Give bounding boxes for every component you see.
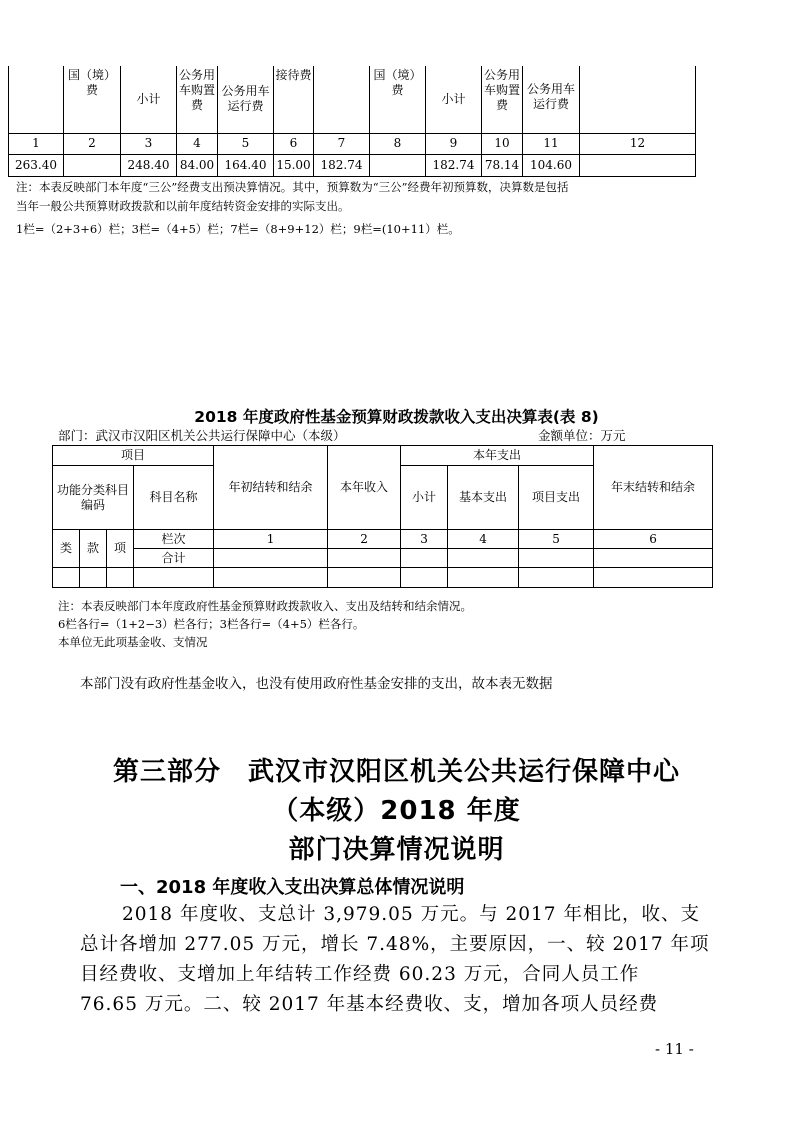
value-cell	[370, 154, 426, 176]
table-index-row	[9, 133, 696, 154]
table-row	[53, 568, 713, 588]
table-header-row	[9, 66, 696, 133]
value-cell: 263.40	[9, 154, 64, 176]
value-cell	[580, 154, 696, 176]
index-cell: 7	[314, 133, 370, 154]
header-income: 本年收入	[328, 446, 401, 530]
header-basic-expense: 基本支出	[448, 466, 519, 530]
row-label-total: 合计	[134, 549, 214, 568]
header-subtotal: 小计	[401, 466, 448, 530]
table2-title: 2018 年度政府性基金预算财政拨款收入支出决算表(表 8)	[194, 408, 599, 426]
paragraph-line: 76.65 万元。二、较 2017 年基本经费收、支，增加各项人员经费	[80, 994, 659, 1015]
table2-note: 注：本表反映部门本年度政府性基金预算财政拨款收入、支出及结转和结余情况。	[58, 599, 472, 613]
header-project: 项目	[53, 446, 214, 466]
header-cell	[9, 66, 64, 133]
table1-note: 注：本表反映部门本年度“三公”经费支出预决算情况。其中，预算数为“三公”经费年初预算数，决算数是包括	[16, 180, 569, 194]
header-cell: 国（境）费	[370, 66, 426, 133]
index-cell: 12	[580, 133, 696, 154]
index-cell: 11	[523, 133, 580, 154]
three-public-expense-table	[8, 66, 696, 177]
value-cell	[64, 154, 121, 176]
header-cell: 公务用车购置费	[177, 66, 218, 133]
part3-title-line1: 第三部分 武汉市汉阳区机关公共运行保障中心	[112, 757, 680, 787]
no-data-statement: 本部门没有政府性基金收入，也没有使用政府性基金安排的支出，故本表无数据	[80, 676, 553, 692]
value-cell: 104.60	[523, 154, 580, 176]
part3-title-line2: （本级）2018 年度	[272, 796, 521, 826]
value-cell: 182.74	[426, 154, 482, 176]
index-cell: 5	[218, 133, 274, 154]
row-label-lanci: 栏次	[134, 530, 214, 549]
table1-note: 当年一般公共预算财政拨款和以前年度结转资金安排的实际支出。	[16, 199, 350, 213]
index-cell: 10	[482, 133, 523, 154]
header-cell: 公务用车运行费	[218, 66, 274, 133]
header-cell: 小计	[121, 66, 177, 133]
header-cell: 小计	[426, 66, 482, 133]
column-number: 6	[594, 530, 713, 549]
header-kuan: 款	[80, 530, 107, 568]
value-cell: 78.14	[482, 154, 523, 176]
section-heading: 一、2018 年度收入支出决算总体情况说明	[120, 877, 465, 898]
table2-department: 部门：武汉市汉阳区机关公共运行保障中心（本级）	[58, 428, 346, 443]
header-cell: 国（境）费	[64, 66, 121, 133]
index-cell: 8	[370, 133, 426, 154]
table2-unit: 金额单位：万元	[538, 428, 626, 443]
part3-title-line3: 部门决算情况说明	[288, 835, 505, 865]
header-end-balance: 年末结转和结余	[594, 446, 713, 530]
table2-formula-note: 6栏各行=（1+2−3）栏各行；3栏各行=（4+5）栏各行。	[58, 617, 365, 631]
header-function-code: 功能分类科目编码	[53, 466, 134, 530]
page-number: - 11 -	[655, 1040, 694, 1058]
value-cell: 84.00	[177, 154, 218, 176]
header-expense: 本年支出	[401, 446, 594, 466]
paragraph-line: 2018 年度收、支总计 3,979.05 万元。与 2017 年相比，收、支	[122, 904, 700, 925]
paragraph-line: 总计各增加 277.05 万元，增长 7.48%，主要原因，一、较 2017 年项	[80, 934, 710, 955]
header-cell	[580, 66, 696, 133]
header-lei: 类	[53, 530, 80, 568]
table1-formula-note: 1栏=（2+3+6）栏；3栏=（4+5）栏；7栏=（8+9+12）栏；9栏=(10+11）栏。	[16, 222, 460, 236]
header-cell: 接待费	[274, 66, 314, 133]
column-number: 3	[401, 530, 448, 549]
header-project-expense: 项目支出	[519, 466, 594, 530]
index-cell: 2	[64, 133, 121, 154]
value-cell: 15.00	[274, 154, 314, 176]
value-cell: 164.40	[218, 154, 274, 176]
index-cell: 3	[121, 133, 177, 154]
header-xiang: 项	[107, 530, 134, 568]
table2-no-fund-note: 本单位无此项基金收、支情况	[58, 635, 208, 649]
column-number: 4	[448, 530, 519, 549]
government-fund-table	[52, 445, 713, 588]
index-cell: 9	[426, 133, 482, 154]
header-begin-balance: 年初结转和结余	[214, 446, 328, 530]
column-number: 5	[519, 530, 594, 549]
index-cell: 6	[274, 133, 314, 154]
header-cell	[314, 66, 370, 133]
paragraph-line: 目经费收、支增加上年结转工作经费 60.23 万元，合同人员工作	[80, 964, 640, 985]
value-cell: 182.74	[314, 154, 370, 176]
value-cell: 248.40	[121, 154, 177, 176]
header-cell: 公务用车购置费	[482, 66, 523, 133]
index-cell: 4	[177, 133, 218, 154]
table-row	[53, 549, 713, 568]
header-subject-name: 科目名称	[134, 466, 214, 530]
index-cell: 1	[9, 133, 64, 154]
table-row	[9, 154, 696, 176]
column-number: 1	[214, 530, 328, 549]
header-cell: 公务用车运行费	[523, 66, 580, 133]
column-number: 2	[328, 530, 401, 549]
